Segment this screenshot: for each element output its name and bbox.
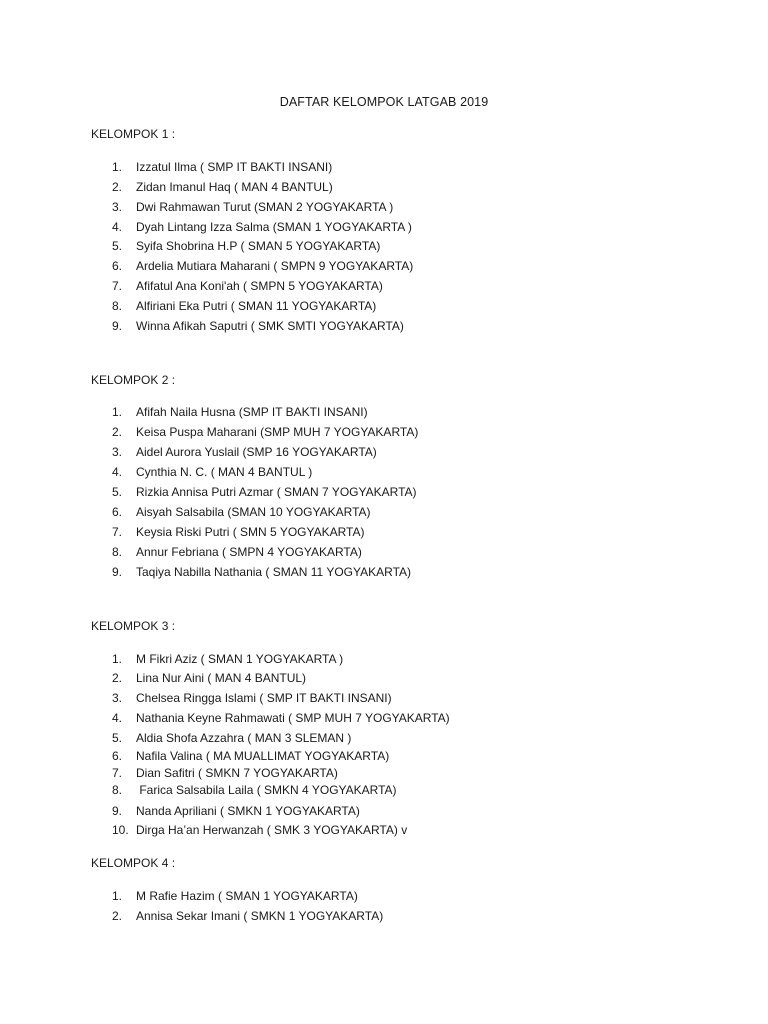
member-name: Afifah Naila Husna (SMP IT BAKTI INSANI) bbox=[136, 405, 368, 419]
group-1-heading: KELOMPOK 1 : bbox=[91, 127, 176, 141]
group-4-heading: KELOMPOK 4 : bbox=[91, 856, 176, 870]
item-number: 8. bbox=[112, 783, 123, 797]
member-name: Alfiriani Eka Putri ( SMAN 11 YOGYAKARTA) bbox=[136, 299, 377, 313]
member-name: Ardelia Mutiara Maharani ( SMPN 9 YOGYAKARTA) bbox=[136, 259, 414, 273]
group-3-member-6 bbox=[112, 748, 389, 764]
item-number: 5. bbox=[112, 239, 123, 253]
group-2-member-6 bbox=[112, 504, 371, 520]
group-2-member-7 bbox=[112, 524, 365, 540]
member-name: Keysia Riski Putri ( SMN 5 YOGYAKARTA) bbox=[136, 525, 365, 539]
member-name: Farica Salsabila Laila ( SMKN 4 YOGYAKARTA) bbox=[136, 783, 397, 797]
item-number: 2. bbox=[112, 671, 123, 685]
member-name: Nafila Valina ( MA MUALLIMAT YOGYAKARTA) bbox=[136, 749, 390, 763]
item-number: 1. bbox=[112, 160, 123, 174]
item-number: 7. bbox=[112, 766, 123, 780]
item-number: 2. bbox=[112, 425, 123, 439]
member-name: Annur Febriana ( SMPN 4 YOGYAKARTA) bbox=[136, 545, 362, 559]
group-3-heading: KELOMPOK 3 : bbox=[91, 619, 176, 633]
group-3-member-5 bbox=[112, 730, 351, 746]
member-name: Aisyah Salsabila (SMAN 10 YOGYAKARTA) bbox=[136, 505, 371, 519]
group-2-member-5 bbox=[112, 484, 417, 500]
member-name: Cynthia N. C. ( MAN 4 BANTUL ) bbox=[136, 465, 313, 479]
member-name: Nathania Keyne Rahmawati ( SMP MUH 7 YOGYAKARTA) bbox=[136, 711, 450, 725]
group-2-member-9 bbox=[112, 564, 411, 580]
group-3-member-8 bbox=[112, 782, 397, 798]
item-number: 1. bbox=[112, 652, 123, 666]
member-name: Winna Afikah Saputri ( SMK SMTI YOGYAKARTA) bbox=[136, 319, 404, 333]
group-2-member-1 bbox=[112, 404, 368, 420]
member-name: Aldia Shofa Azzahra ( MAN 3 SLEMAN ) bbox=[136, 731, 352, 745]
item-number: 5. bbox=[112, 731, 123, 745]
group-3-member-10 bbox=[112, 822, 407, 838]
group-1-member-2 bbox=[112, 179, 333, 195]
document-title: DAFTAR KELOMPOK LATGAB 2019 bbox=[279, 95, 489, 109]
member-name: Annisa Sekar Imani ( SMKN 1 YOGYAKARTA) bbox=[136, 909, 384, 923]
item-number: 3. bbox=[112, 445, 123, 459]
item-number: 9. bbox=[112, 565, 123, 579]
member-name: M Rafie Hazim ( SMAN 1 YOGYAKARTA) bbox=[136, 889, 358, 903]
group-1-member-4 bbox=[112, 219, 412, 235]
group-3-member-7 bbox=[112, 765, 338, 781]
member-name: Dirga Ha’an Herwanzah ( SMK 3 YOGYAKARTA) v bbox=[136, 823, 408, 837]
group-4-member-1 bbox=[112, 888, 358, 904]
item-number: 9. bbox=[112, 319, 123, 333]
member-name: Zidan Imanul Haq ( MAN 4 BANTUL) bbox=[136, 180, 333, 194]
item-number: 6. bbox=[112, 505, 123, 519]
member-name: Afifatul Ana Koni'ah ( SMPN 5 YOGYAKARTA) bbox=[136, 279, 383, 293]
group-4-member-2 bbox=[112, 908, 383, 924]
group-2-member-4 bbox=[112, 464, 312, 480]
item-number: 1. bbox=[112, 405, 123, 419]
group-2-member-2 bbox=[112, 424, 418, 440]
group-1-member-6 bbox=[112, 258, 413, 274]
item-number: 4. bbox=[112, 220, 123, 234]
group-3-member-9 bbox=[112, 803, 360, 819]
item-number: 6. bbox=[112, 259, 123, 273]
item-number: 7. bbox=[112, 279, 123, 293]
group-1-member-7 bbox=[112, 278, 383, 294]
group-3-member-4 bbox=[112, 710, 450, 726]
item-number: 10. bbox=[112, 823, 129, 837]
member-name: Keisa Puspa Maharani (SMP MUH 7 YOGYAKARTA) bbox=[136, 425, 419, 439]
item-number: 2. bbox=[112, 180, 123, 194]
item-number: 4. bbox=[112, 711, 123, 725]
group-2-member-3 bbox=[112, 444, 377, 460]
item-number: 6. bbox=[112, 749, 123, 763]
group-1-member-9 bbox=[112, 318, 404, 334]
member-name: M Fikri Aziz ( SMAN 1 YOGYAKARTA ) bbox=[136, 652, 344, 666]
member-name: Syifa Shobrina H.P ( SMAN 5 YOGYAKARTA) bbox=[136, 239, 381, 253]
item-number: 3. bbox=[112, 691, 123, 705]
member-name: Izzatul Ilma ( SMP IT BAKTI INSANI) bbox=[136, 160, 333, 174]
group-1-member-5 bbox=[112, 238, 380, 254]
group-3-member-3 bbox=[112, 690, 392, 706]
group-1-member-8 bbox=[112, 298, 376, 314]
member-name: Chelsea Ringga Islami ( SMP IT BAKTI INSANI) bbox=[136, 691, 392, 705]
group-1-member-1 bbox=[112, 159, 332, 175]
group-2-member-8 bbox=[112, 544, 362, 560]
item-number: 8. bbox=[112, 545, 123, 559]
member-name: Dian Safitri ( SMKN 7 YOGYAKARTA) bbox=[136, 766, 338, 780]
member-name: Taqiya Nabilla Nathania ( SMAN 11 YOGYAKARTA) bbox=[136, 565, 412, 579]
item-number: 9. bbox=[112, 804, 123, 818]
item-number: 1. bbox=[112, 889, 123, 903]
group-3-member-2 bbox=[112, 670, 306, 686]
member-name: Aidel Aurora Yuslail (SMP 16 YOGYAKARTA) bbox=[136, 445, 377, 459]
item-number: 5. bbox=[112, 485, 123, 499]
item-number: 2. bbox=[112, 909, 123, 923]
group-2-heading: KELOMPOK 2 : bbox=[91, 373, 176, 387]
group-1-member-3 bbox=[112, 199, 393, 215]
member-name: Lina Nur Aini ( MAN 4 BANTUL) bbox=[136, 671, 307, 685]
member-name: Dyah Lintang Izza Salma (SMAN 1 YOGYAKARTA ) bbox=[136, 220, 412, 234]
item-number: 4. bbox=[112, 465, 123, 479]
member-name: Nanda Apriliani ( SMKN 1 YOGYAKARTA) bbox=[136, 804, 360, 818]
item-number: 3. bbox=[112, 200, 123, 214]
item-number: 8. bbox=[112, 299, 123, 313]
member-name: Dwi Rahmawan Turut (SMAN 2 YOGYAKARTA ) bbox=[136, 200, 394, 214]
member-name: Rizkia Annisa Putri Azmar ( SMAN 7 YOGYAKARTA) bbox=[136, 485, 417, 499]
group-3-member-1 bbox=[112, 651, 343, 667]
item-number: 7. bbox=[112, 525, 123, 539]
